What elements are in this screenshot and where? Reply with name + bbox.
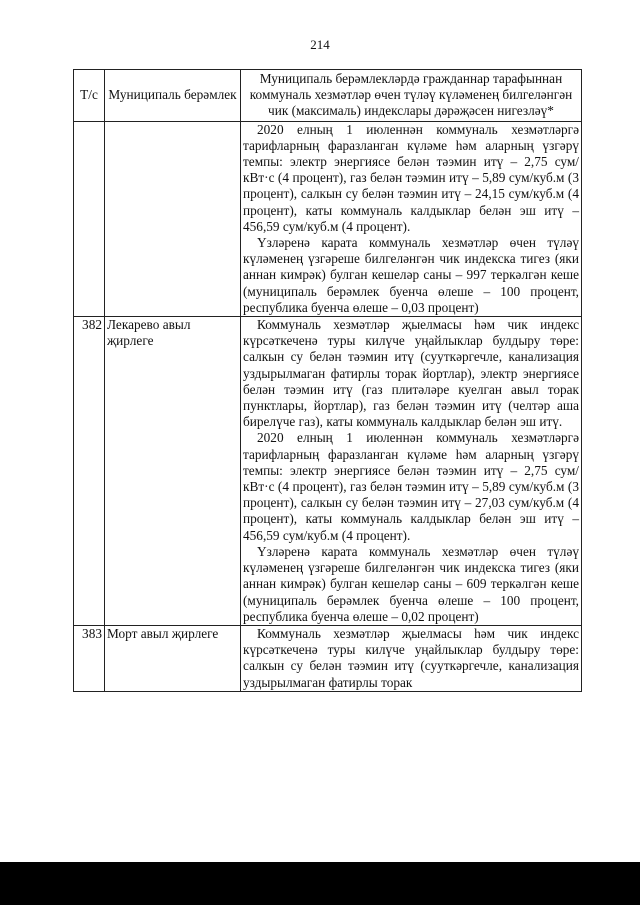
- indices-table: [73, 69, 582, 692]
- paragraph: Үзләренә карата коммуналь хезмәтләр өчен түләү күләменең үзгәреше билгеләнгән чик индекска тигез (яки аннан кимрәк) булган кешеләр саны – 609 теркәлгән кеше (муниципаль берәмлек буенча өлеше – 100 процент, республика буенча өлеше – 0,02 процент): [243, 543, 579, 624]
- row-justification: [241, 625, 582, 691]
- paragraph: Коммуналь хезмәтләр җыелмасы һәм чик индекс күрсәткеченә туры килүче уңайлыклар булдыру төре: салкын су белән тәэмин итү (сууткәргечле, канализация уздырылмаган фатирлы торак йортлар), электр энергиясе белән тәэмин итү (газ плитәләре куелган авыл торак пунктлары, йортлар), газ белән тәэмин итү (челтәр аша бирелүче газ), каты коммуналь калдыклар белән эш итү.: [243, 317, 579, 430]
- table-row: [74, 625, 582, 691]
- row-number: [74, 121, 105, 316]
- row-municipality: [105, 121, 241, 316]
- paragraph: Коммуналь хезмәтләр җыелмасы һәм чик индекс күрсәткеченә туры килүче уңайлыклар булдыру төре: салкын су белән тәэмин итү (сууткәргечле, канализация уздырылмаган фатирлы торак: [243, 625, 579, 690]
- row-number: 382: [74, 317, 105, 626]
- row-justification: [241, 121, 582, 316]
- paragraph: 2020 елның 1 июленнән коммуналь хезмәтләргә тарифларның фаразланган күләме һәм аларның үзгәрү темпы: электр энергиясе белән тәэмин итү – 2,75 сум/кВт·с (4 процент), газ белән тәэмин итү – 5,89 сум/куб.м (3 процент), салкын су белән тәэмин итү – 24,15 сум/куб.м (4 процент), каты коммуналь калдыклар белән эш итү – 456,59 сум/куб.м (4 процент).: [243, 121, 579, 234]
- table-row: [74, 317, 582, 626]
- paragraph: 2020 елның 1 июленнән коммуналь хезмәтләргә тарифларның фаразланган күләме һәм аларның үзгәрү темпы: электр энергиясе белән тәэмин итү – 2,75 сум/кВт·с (4 процент), газ белән тәэмин итү – 5,89 сум/куб.м (3 процент), салкын су белән тәэмин итү – 27,03 сум/куб.м (4 процент), каты коммуналь калдыклар белән эш итү – 456,59 сум/куб.м (4 процент).: [243, 430, 579, 543]
- row-number: 383: [74, 625, 105, 691]
- row-municipality: Морт авыл җирлеге: [105, 625, 241, 691]
- table-row: [74, 121, 582, 316]
- paragraph: Үзләренә карата коммуналь хезмәтләр өчен түләү күләменең үзгәреше билгеләнгән чик индекска тигез (яки аннан кимрәк) булган кешеләр саны – 997 теркәлгән кеше (муниципаль берәмлек буенча өлеше – 100 процент, республика буенча өлеше – 0,03 процент): [243, 235, 579, 315]
- header-municipality: Муниципаль берәмлек: [105, 70, 241, 122]
- page-number: 214: [310, 37, 330, 52]
- header-justification: Муниципаль берәмлекләрдә гражданнар тарафыннан коммуналь хезмәтләр өчен түләү күләменең билгеләнгән чик (максималь) индекслары дәрәҗәсен нигезләү*: [241, 70, 582, 122]
- row-justification: [241, 317, 582, 626]
- header-number: Т/с: [74, 70, 105, 122]
- table-header-row: [74, 70, 582, 122]
- scan-bottom-edge: [0, 862, 640, 905]
- row-municipality: Лекарево авыл җирлеге: [105, 317, 241, 626]
